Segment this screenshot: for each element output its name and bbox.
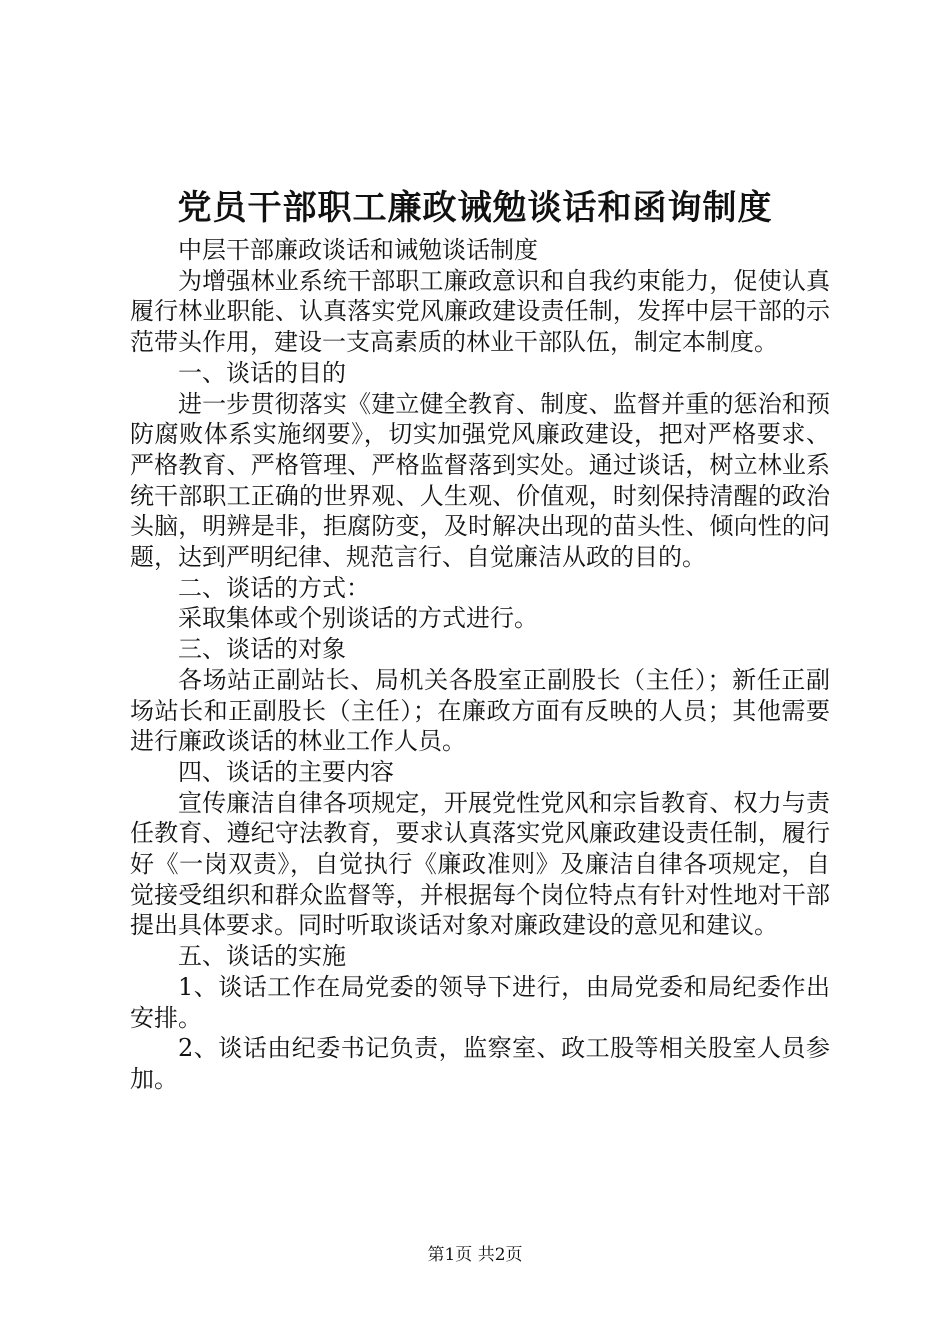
document-body xyxy=(130,235,830,1095)
paragraph-content: 宣传廉洁自律各项规定，开展党性党风和宗旨教育、权力与责任教育、遵纪守法教育，要求认真落实党风廉政建设责任制，履行好《一岗双责》，自觉执行《廉政准则》及廉洁自律各项规定，自觉接受组织和群众监督等，并根据每个岗位特点有针对性地对干部提出具体要求。同时听取谈话对象对廉政建设的意见和建议。 xyxy=(130,788,830,940)
paragraph-method: 采取集体或个别谈话的方式进行。 xyxy=(178,604,538,633)
paragraph-subtitle: 中层干部廉政谈话和诫勉谈话制度 xyxy=(178,236,538,264)
section-heading-purpose: 一、谈话的目的 xyxy=(178,358,346,387)
page-number-footer: 第1页 共2页 xyxy=(427,1245,523,1265)
section-heading-targets: 三、谈话的对象 xyxy=(178,635,346,664)
document-title: 党员干部职工廉政诫勉谈话和函询制度 xyxy=(177,188,773,228)
paragraph-purpose: 进一步贯彻落实《建立健全教育、制度、监督并重的惩治和预防腐败体系实施纲要》，切实加强党风廉政建设，把对严格要求、严格教育、严格管理、严格监督落到实处。通过谈话，树立林业系统干部职工正确的世界观、人生观、价值观，时刻保持清醒的政治头脑，明辨是非，拒腐防变，及时解决出现的苗头性、倾向性的问题，达到严明纪律、规范言行、自觉廉洁从政的目的。 xyxy=(130,389,830,572)
paragraph-implementation-2: 2、谈话由纪委书记负责，监察室、政工股等相关股室人员参加。 xyxy=(130,1034,830,1093)
paragraph-intro: 为增强林业系统干部职工廉政意识和自我约束能力，促使认真履行林业职能、认真落实党风廉政建设责任制，发挥中层干部的示范带头作用，建设一支高素质的林业干部队伍，制定本制度。 xyxy=(130,266,830,357)
section-heading-content: 四、谈话的主要内容 xyxy=(178,757,394,786)
paragraph-targets: 各场站正副站长、局机关各股室正副股长（主任）；新任正副场站长和正副股长（主任）；在廉政方面有反映的人员；其他需要进行廉政谈话的林业工作人员。 xyxy=(130,665,830,756)
section-heading-implementation: 五、谈话的实施 xyxy=(178,942,346,971)
section-heading-method: 二、谈话的方式： xyxy=(178,573,370,602)
paragraph-implementation-1: 1、谈话工作在局党委的领导下进行，由局党委和局纪委作出安排。 xyxy=(130,972,830,1032)
